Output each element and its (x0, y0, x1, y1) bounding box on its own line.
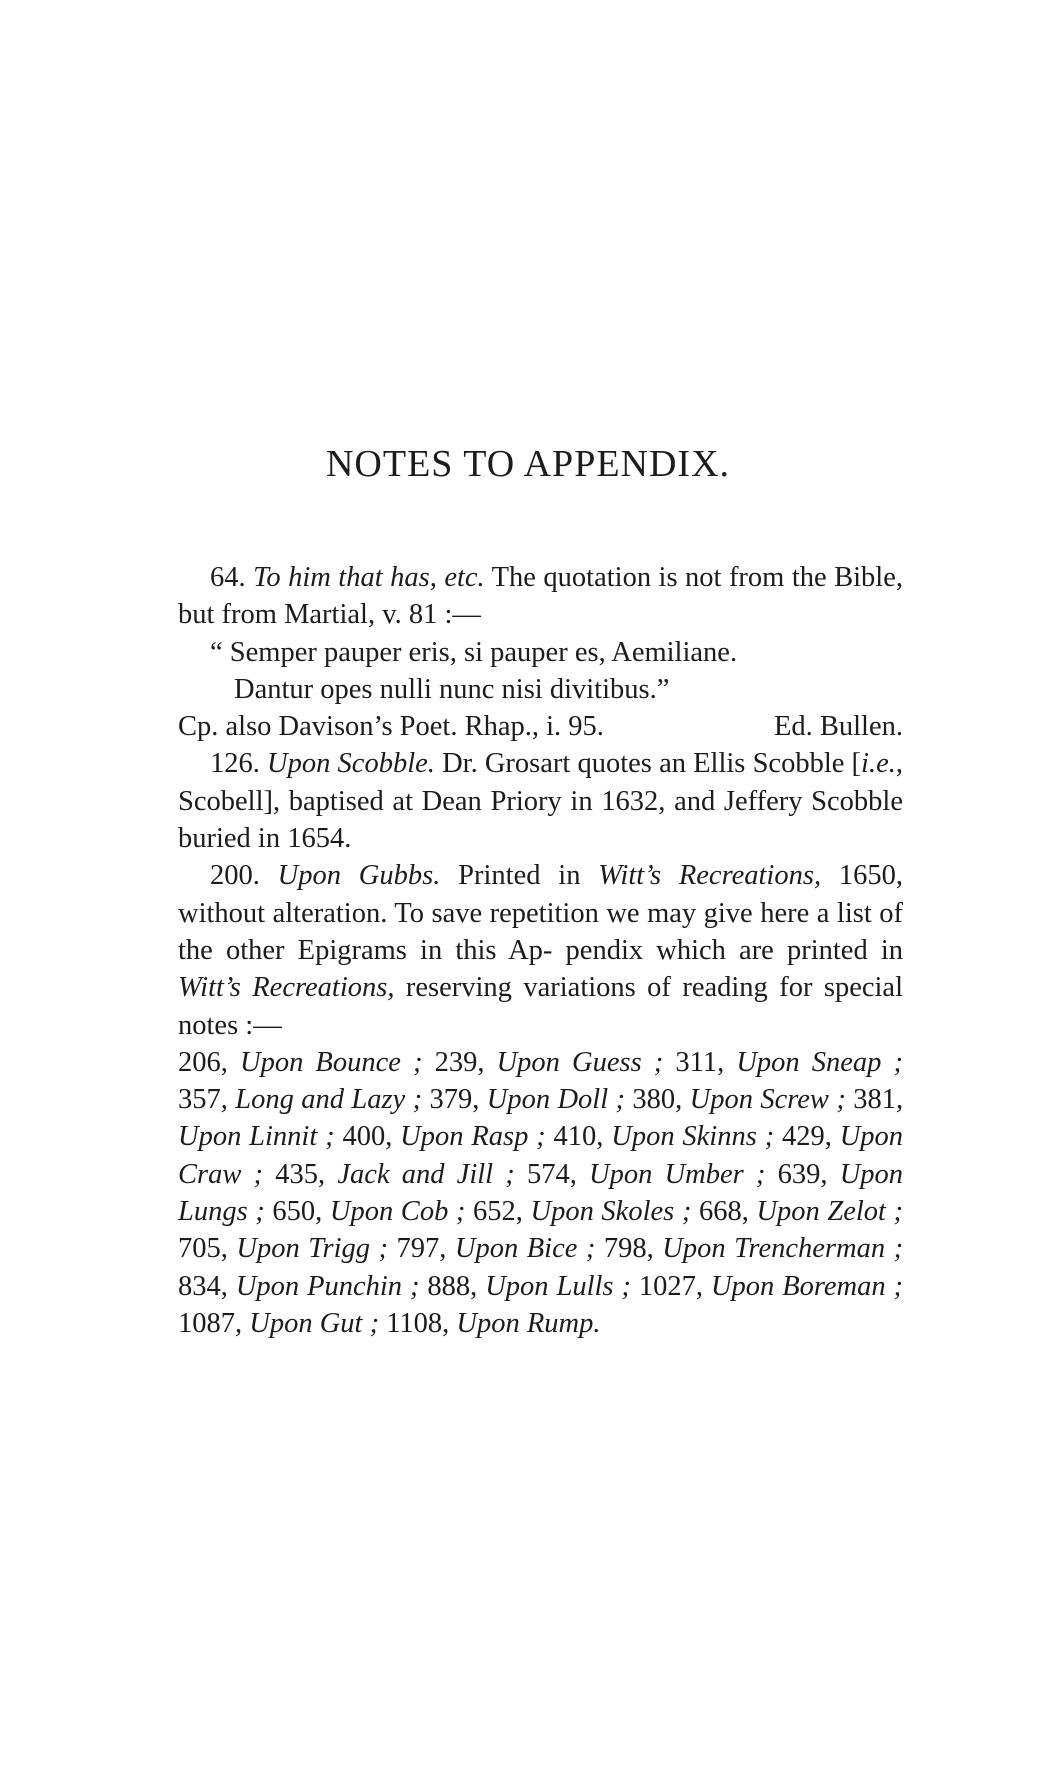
epigram-entry: 410, Upon Skinns ; (553, 1121, 775, 1153)
note-text: Printed in (458, 860, 581, 892)
epigram-entry: 381, Upon Linnit ; (178, 1084, 904, 1153)
work-title: Witt’s Recreations, (598, 860, 822, 892)
note-text: pendix which are printed in (565, 934, 904, 966)
epigram-entry: 400, Upon Rasp ; (342, 1121, 546, 1153)
note-64 (178, 559, 903, 634)
note-heading: Upon Scobble. (267, 748, 435, 780)
note-number: 64. (210, 562, 246, 593)
epigram-entry: 1087, Upon Gut ; (178, 1307, 380, 1339)
epigram-entry: 1108, Upon Rump. (386, 1307, 601, 1339)
note-number: 126. (210, 748, 260, 780)
quote-line: Dantur opes nulli nunc nisi divitibus.” (234, 673, 670, 705)
epigram-entry: 1027, Upon Boreman ; (638, 1270, 904, 1302)
epigram-list (178, 1044, 903, 1342)
cross-reference (178, 708, 903, 745)
note-heading: Upon Gubbs. (277, 860, 441, 892)
note-heading: To him that has, etc. (253, 562, 485, 593)
page-title: NOTES TO APPENDIX. (325, 443, 731, 485)
epigram-entry: 798, Upon Trencherman ; (603, 1233, 904, 1265)
note-text: Scobble [ (752, 748, 862, 780)
epigram-entry: 834, Upon Punchin ; (178, 1270, 420, 1302)
epigram-entry: 652, Upon Skoles ; (473, 1196, 692, 1228)
note-text: 1632, and Jeffery Scobble buried in 1654. (178, 785, 904, 855)
note-text: The quotation is not (491, 562, 722, 593)
epigram-entry: 668, Upon Zelot ; (698, 1196, 904, 1228)
note-126 (178, 745, 903, 857)
note-text: from the Bible, but from Martial, v. 81 :— (178, 562, 903, 631)
work-title: Witt’s Recreations, (178, 972, 395, 1004)
cross-reference-text: Cp. also Davison’s Poet. Rhap., i. 95. (178, 711, 604, 743)
epigram-entry: 650, Upon Cob ; (272, 1196, 466, 1228)
note-200 (178, 857, 903, 1043)
quote-line: “ Semper pauper eris, si pauper es, Aemiliane. (210, 636, 738, 668)
epigram-entry: 311, Upon Sneap ; (675, 1046, 904, 1078)
epigram-entry: 574, Upon Umber ; (526, 1158, 766, 1190)
epigram-entry: 797, Upon Bice ; (396, 1233, 596, 1265)
note-text: , Scobell], baptised at Dean Priory in (178, 748, 903, 817)
epigram-entry: 705, Upon Trigg ; (178, 1233, 389, 1265)
note-text: give here a list of the other Epigrams in this Ap- (178, 897, 903, 966)
epigram-entry: 379, Upon Doll ; (429, 1084, 625, 1116)
note-number: 200. (210, 860, 260, 892)
epigram-entry: 639, Upon Lungs ; (178, 1158, 904, 1228)
epigram-entry: 888, Upon Lulls ; (427, 1270, 631, 1302)
epigram-entry: 206, Upon Bounce ; (178, 1046, 423, 1078)
epigram-entry: 380, Upon Screw ; (632, 1084, 846, 1116)
note-text: Dr. Grosart quotes an Ellis (442, 748, 746, 780)
note-abbrev: i.e. (861, 748, 896, 780)
editor-credit: Ed. Bullen. (773, 711, 903, 743)
epigram-entry: 239, Upon Guess ; (434, 1046, 664, 1078)
note-text: reserving variations of reading for special notes :— (178, 972, 904, 1041)
epigram-entry: 435, Jack and Jill ; (275, 1158, 515, 1190)
notes-body (178, 559, 903, 1342)
epigram-entry: 357, Long and Lazy ; (178, 1084, 423, 1116)
epigram-entry: 429, Upon Craw ; (178, 1121, 904, 1190)
note-text: 1650, without alteration. To save repetition we may (178, 860, 903, 929)
